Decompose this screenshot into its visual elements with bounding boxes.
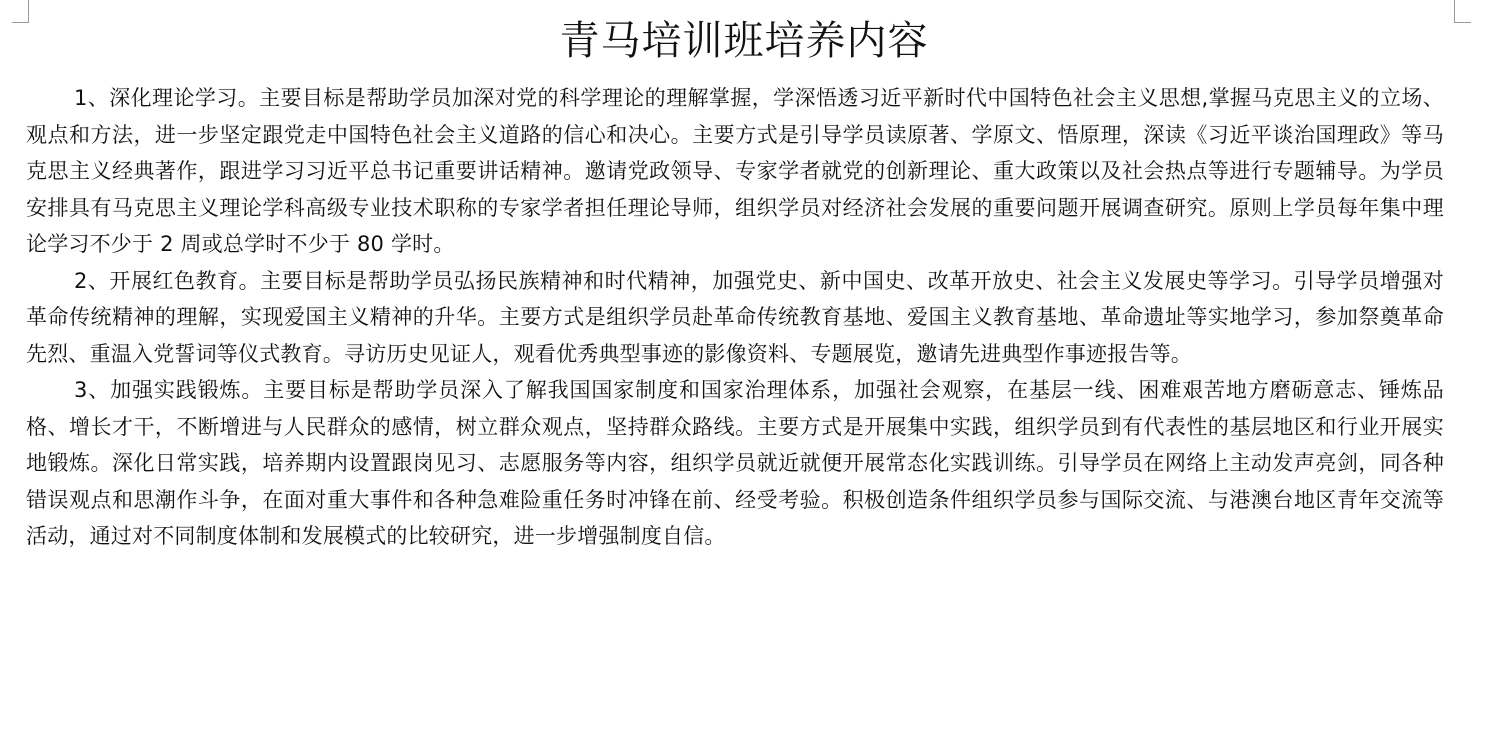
paragraph-practice-training: 3、加强实践锻炼。主要目标是帮助学员深入了解我国国家制度和国家治理体系，加强社会观察，在基层一线、困难艰苦地方磨砺意志、锤炼品格、增长才干，不断增进与人民群众的感情，树立群众观点，坚持群众路线。主要方式是开展集中实践，组织学员到有代表性的基层地区和行业开展实地锻炼。深化日常实践，培养期内设置跟岗见习、志愿服务等内容，组织学员就近就便开展常态化实践训练。引导学员在网络上主动发声亮剑，同各种错误观点和思潮作斗争，在面对重大事件和各种急难险重任务时冲锋在前、经受考验。积极创造条件组织学员参与国际交流、与港澳台地区青年交流等活动，通过对不同制度体制和发展模式的比较研究，进一步增强制度自信。 xyxy=(26,378,1444,548)
paragraph-red-education: 2、开展红色教育。主要目标是帮助学员弘扬民族精神和时代精神，加强党史、新中国史、改革开放史、社会主义发展史等学习。引导学员增强对革命传统精神的理解，实现爱国主义精神的升华。主要方式是组织学员赴革命传统教育基地、爱国主义教育基地、革命遗址等实地学习，参加祭奠革命先烈、重温入党誓词等仪式教育。寻访历史见证人，观看优秀典型事迹的影像资料、专题展览，邀请先进典型作事迹报告等。 xyxy=(26,268,1444,366)
document-title: 青马培训班培养内容 xyxy=(559,18,929,64)
document-body xyxy=(26,80,1444,555)
paragraph-theory-study: 1、深化理论学习。主要目标是帮助学员加深对党的科学理论的理解掌握，学深悟透习近平新时代中国特色社会主义思想,掌握马克思主义的立场、观点和方法，进一步坚定跟党走中国特色社会主义道路的信心和决心。主要方式是引导学员读原著、学原文、悟原理，深读《习近平谈治国理政》等马克思主义经典著作，跟进学习习近平总书记重要讲话精神。邀请党政领导、专家学者就党的创新理论、重大政策以及社会热点等进行专题辅导。为学员安排具有马克思主义理论学科高级专业技术职称的专家学者担任理论导师，组织学员对经济社会发展的重要问题开展调查研究。原则上学员每年集中理论学习不少于 2 周或总学时不少于 80 学时。 xyxy=(26,86,1444,256)
